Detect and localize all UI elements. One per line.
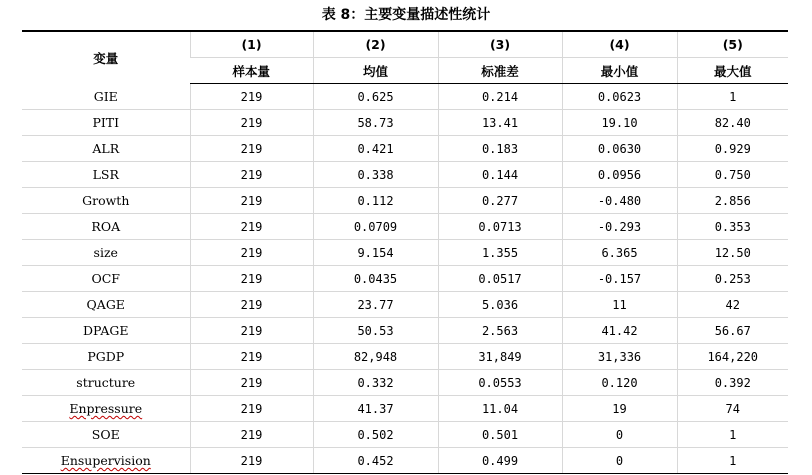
sample-size-cell: 219	[190, 240, 313, 266]
min-cell: -0.157	[562, 266, 677, 292]
table-row	[22, 110, 788, 136]
column-number-4: (4)	[562, 31, 677, 58]
table-body	[22, 84, 788, 474]
variable-name-cell: SOE	[22, 422, 190, 448]
variable-name-cell: QAGE	[22, 292, 190, 318]
column-number-5: (5)	[677, 31, 788, 58]
std-dev-cell: 31,849	[438, 344, 562, 370]
sample-size-cell: 219	[190, 214, 313, 240]
table-title: 表 8：主要变量描述性统计	[321, 7, 491, 23]
table-row	[22, 344, 788, 370]
max-cell: 42	[677, 292, 788, 318]
column-number-1: (1)	[190, 31, 313, 58]
mean-cell: 23.77	[313, 292, 438, 318]
std-dev-cell: 2.563	[438, 318, 562, 344]
min-cell: 31,336	[562, 344, 677, 370]
std-dev-cell: 0.144	[438, 162, 562, 188]
std-dev-cell: 1.355	[438, 240, 562, 266]
variable-name-cell	[22, 448, 190, 474]
std-dev-cell: 0.499	[438, 448, 562, 474]
min-cell: -0.293	[562, 214, 677, 240]
max-cell: 0.929	[677, 136, 788, 162]
max-cell: 0.392	[677, 370, 788, 396]
std-dev-cell: 0.183	[438, 136, 562, 162]
std-dev-cell: 0.0713	[438, 214, 562, 240]
mean-cell: 41.37	[313, 396, 438, 422]
variable-name-cell: size	[22, 240, 190, 266]
sample-size-cell: 219	[190, 84, 313, 110]
variable-name-cell: ROA	[22, 214, 190, 240]
mean-cell: 82,948	[313, 344, 438, 370]
mean-cell: 0.452	[313, 448, 438, 474]
mean-cell: 0.0435	[313, 266, 438, 292]
variable-name-cell: OCF	[22, 266, 190, 292]
max-cell: 0.353	[677, 214, 788, 240]
sample-size-cell: 219	[190, 292, 313, 318]
std-dev-cell: 5.036	[438, 292, 562, 318]
max-cell: 12.50	[677, 240, 788, 266]
mean-cell: 50.53	[313, 318, 438, 344]
column-header-max: 最大值	[677, 58, 788, 84]
mean-cell: 0.338	[313, 162, 438, 188]
mean-cell: 0.502	[313, 422, 438, 448]
sample-size-cell: 219	[190, 110, 313, 136]
table-row	[22, 136, 788, 162]
table-row	[22, 214, 788, 240]
variable-name-cell	[22, 396, 190, 422]
variable-name-text: Enpressure	[69, 401, 143, 416]
sample-size-cell: 219	[190, 188, 313, 214]
variable-name-cell: DPAGE	[22, 318, 190, 344]
min-cell: 19	[562, 396, 677, 422]
sample-size-cell: 219	[190, 422, 313, 448]
std-dev-cell: 0.0517	[438, 266, 562, 292]
sample-size-cell: 219	[190, 162, 313, 188]
variable-name-cell: structure	[22, 370, 190, 396]
mean-cell: 0.332	[313, 370, 438, 396]
min-cell: -0.480	[562, 188, 677, 214]
table-row	[22, 370, 788, 396]
mean-cell: 0.421	[313, 136, 438, 162]
column-header-mean: 均值	[313, 58, 438, 84]
column-number-3: (3)	[438, 31, 562, 58]
max-cell: 1	[677, 448, 788, 474]
max-cell: 56.67	[677, 318, 788, 344]
max-cell: 0.750	[677, 162, 788, 188]
sample-size-cell: 219	[190, 370, 313, 396]
sample-size-cell: 219	[190, 136, 313, 162]
column-number-2: (2)	[313, 31, 438, 58]
mean-cell: 58.73	[313, 110, 438, 136]
sample-size-cell: 219	[190, 266, 313, 292]
std-dev-cell: 0.501	[438, 422, 562, 448]
min-cell: 19.10	[562, 110, 677, 136]
max-cell: 2.856	[677, 188, 788, 214]
mean-cell: 9.154	[313, 240, 438, 266]
max-cell: 0.253	[677, 266, 788, 292]
max-cell: 1	[677, 422, 788, 448]
column-header-min: 最小值	[562, 58, 677, 84]
max-cell: 74	[677, 396, 788, 422]
table-row	[22, 162, 788, 188]
min-cell: 0.120	[562, 370, 677, 396]
table-row	[22, 318, 788, 344]
table-row	[22, 292, 788, 318]
table-row	[22, 240, 788, 266]
max-cell: 1	[677, 84, 788, 110]
sample-size-cell: 219	[190, 318, 313, 344]
sample-size-cell: 219	[190, 448, 313, 474]
std-dev-cell: 11.04	[438, 396, 562, 422]
sample-size-cell: 219	[190, 344, 313, 370]
std-dev-cell: 0.214	[438, 84, 562, 110]
min-cell: 0.0623	[562, 84, 677, 110]
variable-name-cell: ALR	[22, 136, 190, 162]
min-cell: 6.365	[562, 240, 677, 266]
variable-name-cell: PITI	[22, 110, 190, 136]
variable-name-cell: PGDP	[22, 344, 190, 370]
table-row	[22, 188, 788, 214]
variable-column-header: 变量	[22, 31, 190, 84]
column-header-std-dev: 标准差	[438, 58, 562, 84]
descriptive-statistics-table	[22, 30, 788, 474]
std-dev-cell: 0.0553	[438, 370, 562, 396]
table-row	[22, 422, 788, 448]
column-header-sample-size: 样本量	[190, 58, 313, 84]
min-cell: 0	[562, 422, 677, 448]
mean-cell: 0.625	[313, 84, 438, 110]
min-cell: 11	[562, 292, 677, 318]
table-row	[22, 84, 788, 110]
table-row	[22, 396, 788, 422]
header-row-numbers	[22, 31, 788, 58]
std-dev-cell: 13.41	[438, 110, 562, 136]
variable-name-cell: LSR	[22, 162, 190, 188]
sample-size-cell: 219	[190, 396, 313, 422]
min-cell: 0.0956	[562, 162, 677, 188]
table-row	[22, 448, 788, 474]
variable-name-text: Ensupervision	[60, 453, 151, 468]
min-cell: 0	[562, 448, 677, 474]
max-cell: 82.40	[677, 110, 788, 136]
max-cell: 164,220	[677, 344, 788, 370]
table-row	[22, 266, 788, 292]
min-cell: 41.42	[562, 318, 677, 344]
std-dev-cell: 0.277	[438, 188, 562, 214]
variable-name-cell: GIE	[22, 84, 190, 110]
mean-cell: 0.112	[313, 188, 438, 214]
variable-name-cell: Growth	[22, 188, 190, 214]
min-cell: 0.0630	[562, 136, 677, 162]
mean-cell: 0.0709	[313, 214, 438, 240]
